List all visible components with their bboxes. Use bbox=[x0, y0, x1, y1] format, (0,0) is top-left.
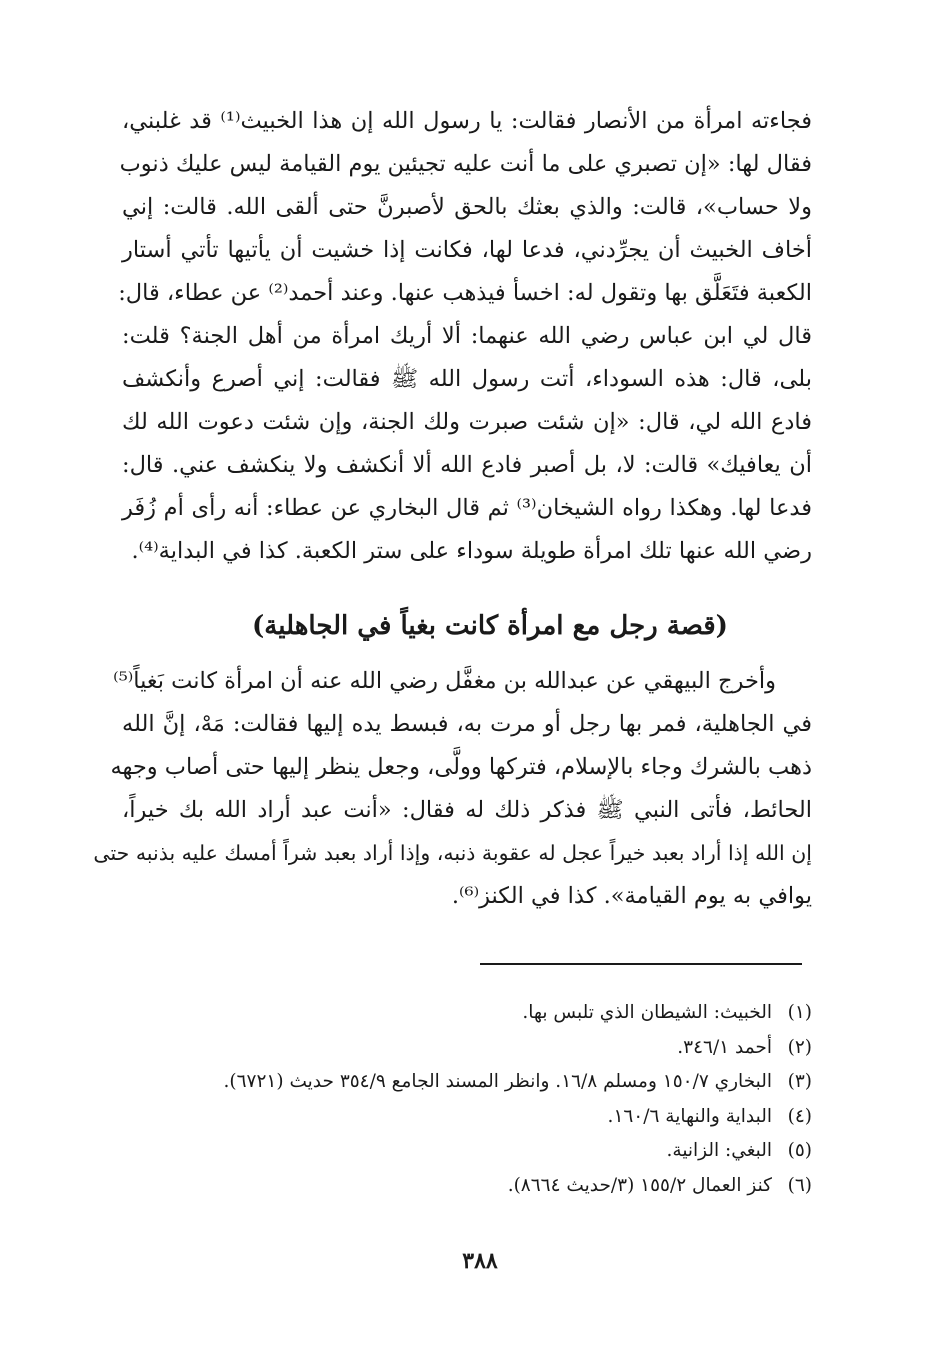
text-line: الكعبة فتَعَلَّق بها وتقول له: اخسأ فيذهب عنها. وعند أحمد⁽²⁾ عن عطاء، قال: bbox=[118, 280, 812, 306]
footnote bbox=[112, 1169, 812, 1204]
text-line: قال لي ابن عباس رضي الله عنهما: ألا أريك امرأة من أهل الجنة؟ قلت: bbox=[122, 323, 812, 349]
footnote-number: (٢) bbox=[787, 1036, 812, 1058]
text-line: ذهب بالشرك وجاء بالإسلام، فتركها وولَّى، وجعل ينظر إليها حتى أصاب وجهه bbox=[110, 754, 812, 780]
page-number: ٣٨٨ bbox=[462, 1248, 498, 1274]
text-line: أخاف الخبيث أن يجرِّدني، فدعا لها، فكانت إذا خشيت أن يأتيها تأتي أستار bbox=[122, 237, 812, 263]
section-heading: (قصة رجل مع امرأة كانت بغياً في الجاهلية) bbox=[252, 611, 728, 641]
text-line: ولا حساب»، قالت: والذي بعثك بالحق لأصبرنَّ حتى ألقى الله. قالت: إني bbox=[122, 194, 812, 220]
text-line: فدعا لها. وهكذا رواه الشيخان⁽³⁾ ثم قال البخاري عن عطاء: أنه رأى أم زُفَر bbox=[122, 495, 812, 521]
footnote-number: (٥) bbox=[787, 1140, 812, 1161]
footnote bbox=[112, 1065, 812, 1100]
footnote-number: (٤) bbox=[787, 1105, 812, 1127]
paragraph-1 bbox=[118, 100, 812, 573]
footnote-text: أحمد ٣٤٦/١. bbox=[677, 1036, 772, 1058]
footnotes bbox=[112, 996, 812, 1203]
footnote-number: (١) bbox=[787, 1002, 812, 1023]
text-line: رضي الله عنها تلك امرأة طويلة سوداء على ستر الكعبة. كذا في البداية⁽⁴⁾. bbox=[131, 538, 812, 564]
text-line: فادع الله لي، قال: «إن شئت صبرت ولك الجنة، وإن شئت دعوت الله لك bbox=[122, 409, 812, 435]
footnote-text: البغي: الزانية. bbox=[666, 1140, 772, 1161]
text-line: الحائط، فأتى النبي ﷺ فذكر ذلك له فقال: «أنت عبد أراد الله بك خيراً، bbox=[122, 797, 812, 823]
footnote-text: كنز العمال ١٥٥/٢ (٣/حديث ٨٦٦٤). bbox=[507, 1174, 772, 1196]
text-line: وأخرج البيهقي عن عبدالله بن مغفَّل رضي الله عنه أن امرأة كانت بَغياً⁽⁵⁾ bbox=[113, 668, 776, 694]
footnote-divider bbox=[480, 963, 802, 965]
footnote bbox=[112, 1031, 812, 1066]
footnote bbox=[112, 996, 812, 1031]
footnote-number: (٦) bbox=[787, 1174, 812, 1196]
footnote-text: البخاري ١٥٠/٧ ومسلم ١٦/٨. وانظر المسند الجامع ٣٥٤/٩ حديث (٦٧٢١). bbox=[223, 1071, 772, 1092]
text-line: في الجاهلية، فمر بها رجل أو مرت به، فبسط يده إليها فقالت: مَهْ، إنَّ الله bbox=[122, 711, 812, 737]
text-line: يوافي به يوم القيامة». كذا في الكنز⁽⁶⁾. bbox=[451, 883, 812, 909]
paragraph-2 bbox=[93, 660, 812, 918]
text-line: فجاءته امرأة من الأنصار فقالت: يا رسول الله إن هذا الخبيث⁽¹⁾ قد غلبني، bbox=[122, 108, 812, 134]
text-line: فقال لها: «إن تصبري على ما أنت عليه تجيئين يوم القيامة ليس عليك ذنوب bbox=[119, 151, 812, 177]
text-line: إن الله إذا أراد بعبد خيراً عجل له عقوبة ذنبه، وإذا أراد بعبد شراً أمسك عليه بذنبه حتى bbox=[93, 841, 812, 865]
footnote-text: الخبيث: الشيطان الذي تلبس بها. bbox=[522, 1002, 772, 1023]
footnote bbox=[112, 1100, 812, 1135]
footnote-text: البداية والنهاية ١٦٠/٦. bbox=[607, 1105, 772, 1127]
text-line: بلى، قال: هذه السوداء، أتت رسول الله ﷺ فقالت: إني أصرع وأنكشف bbox=[122, 366, 812, 392]
footnote-number: (٣) bbox=[787, 1071, 812, 1092]
footnote bbox=[112, 1134, 812, 1169]
text-line: أن يعافيك» قالت: لا، بل أصبر فادع الله ألا أنكشف ولا ينكشف عني. قال: bbox=[122, 452, 812, 478]
